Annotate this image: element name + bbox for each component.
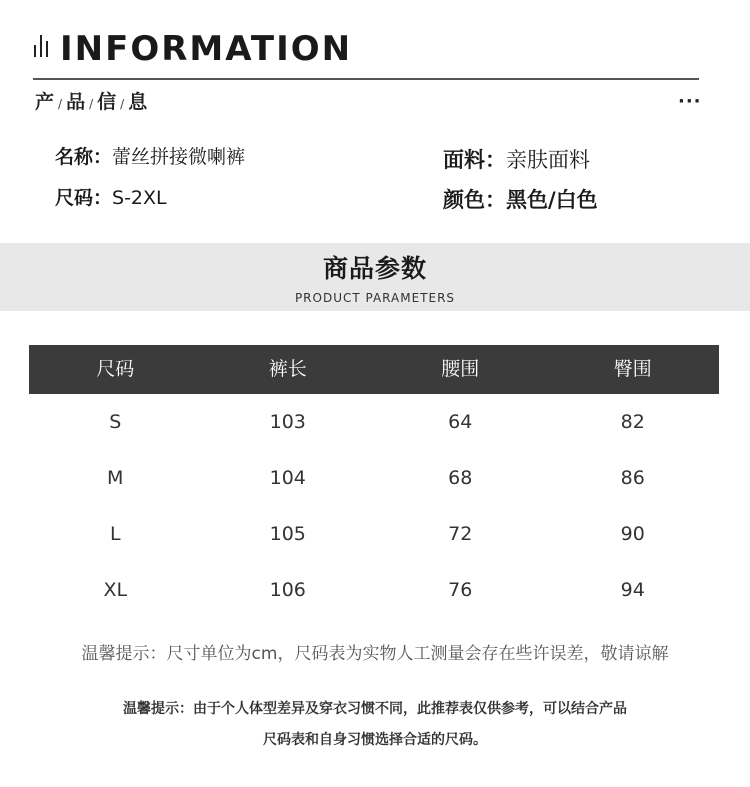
name-label: 名称： xyxy=(55,146,113,168)
table-cell: M xyxy=(107,467,124,489)
subtitle-char: 品 xyxy=(66,91,86,113)
table-cell: 90 xyxy=(620,523,645,545)
fabric-value: 亲肤面料 xyxy=(506,148,590,172)
brand-mark-icon xyxy=(34,33,54,57)
subtitle-char: 息 xyxy=(128,91,148,113)
more-icon: ··· xyxy=(678,91,702,112)
table-row xyxy=(29,450,719,506)
table-cell: 82 xyxy=(620,411,645,433)
subtitle-separator: / xyxy=(120,97,125,111)
table-cell: S xyxy=(109,411,122,433)
page-title: INFORMATION xyxy=(60,29,353,69)
table-row xyxy=(29,506,719,562)
size-value: S-2XL xyxy=(112,187,167,209)
column-header: 裤长 xyxy=(268,358,307,380)
table-cell: 94 xyxy=(620,579,645,601)
table-cell: 105 xyxy=(269,523,306,545)
table-cell: 72 xyxy=(448,523,473,545)
info-fabric xyxy=(443,147,590,173)
column-header: 腰围 xyxy=(441,358,480,380)
size-advice-note-line1: 温馨提示：由于个人体型差异及穿衣习惯不同，此推荐表仅供参考，可以结合产品 xyxy=(123,701,627,717)
subtitle-char: 信 xyxy=(97,91,117,113)
subtitle xyxy=(35,88,147,118)
name-value: 蕾丝拼接微喇裤 xyxy=(112,146,246,168)
fabric-label: 面料： xyxy=(443,148,506,172)
info-color xyxy=(443,187,598,213)
section-title: 商品参数 xyxy=(322,254,427,283)
header-divider xyxy=(33,78,699,80)
table-cell: 68 xyxy=(448,467,473,489)
subtitle-separator: / xyxy=(58,97,63,111)
section-subtitle: PRODUCT PARAMETERS xyxy=(294,291,456,305)
color-label: 颜色： xyxy=(443,188,506,212)
table-cell: 104 xyxy=(269,467,306,489)
table-row xyxy=(29,562,719,618)
table-cell: 103 xyxy=(269,411,306,433)
table-cell: 86 xyxy=(620,467,645,489)
column-header: 尺码 xyxy=(96,358,135,380)
color-value: 黑色/白色 xyxy=(506,188,598,212)
info-size xyxy=(55,185,167,211)
table-cell: L xyxy=(109,523,121,545)
subtitle-char: 产 xyxy=(35,91,55,113)
table-row xyxy=(29,394,719,450)
table-cell: 76 xyxy=(448,579,473,601)
info-name xyxy=(55,144,245,170)
table-cell: 106 xyxy=(269,579,306,601)
table-header xyxy=(29,345,719,394)
subtitle-separator: / xyxy=(89,97,94,111)
measurement-note: 温馨提示：尺寸单位为cm，尺码表为实物人工测量会存在些许误差，敬请谅解 xyxy=(81,644,669,664)
column-header: 臀围 xyxy=(613,358,652,380)
table-cell: XL xyxy=(103,579,128,601)
size-advice-note-line2: 尺码表和自身习惯选择合适的尺码。 xyxy=(263,732,487,748)
size-label: 尺码： xyxy=(55,187,113,209)
size-table xyxy=(29,345,719,618)
table-cell: 64 xyxy=(448,411,473,433)
